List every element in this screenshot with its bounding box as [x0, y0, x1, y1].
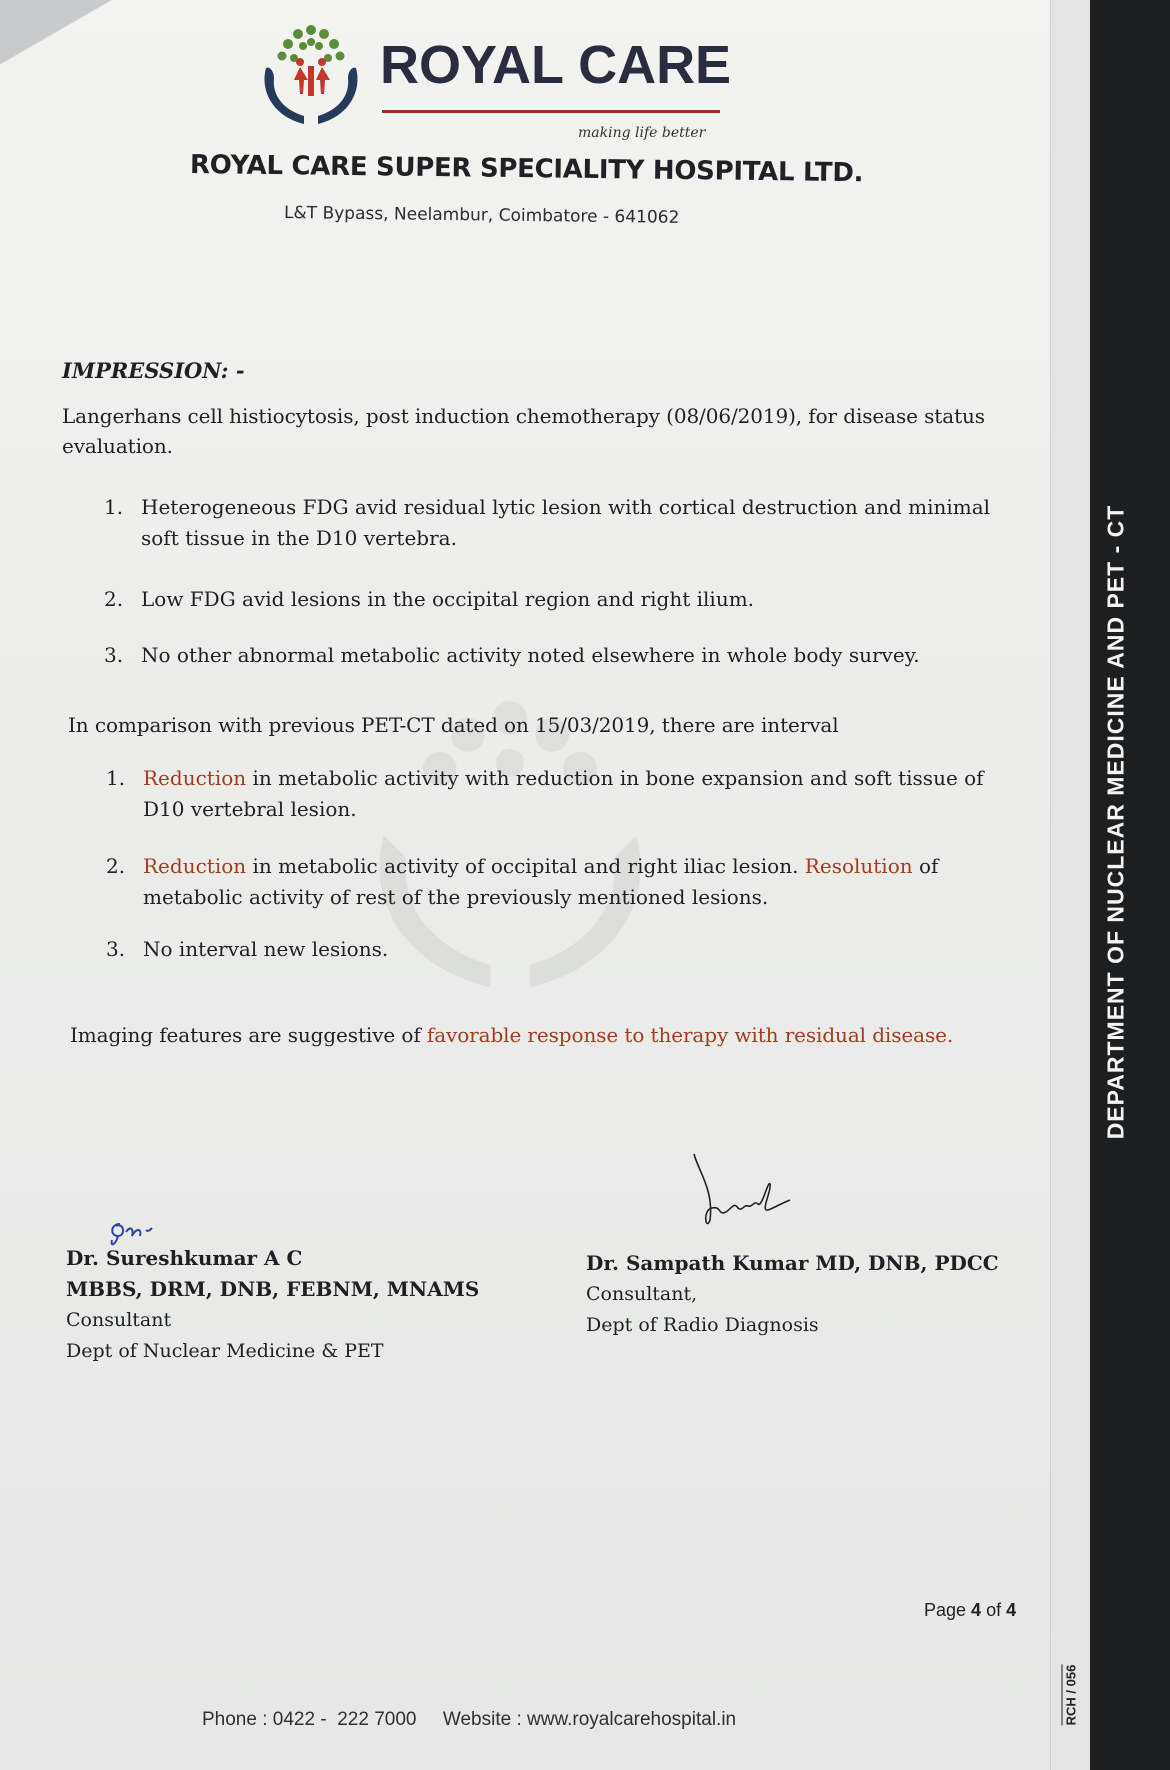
- website-url: www.royalcarehospital.in: [527, 1709, 737, 1730]
- finding-text: No other abnormal metabolic activity noted elsewhere in whole body survey.: [141, 643, 920, 667]
- page-current: 4: [971, 1600, 982, 1620]
- comparison-intro: In comparison with previous PET-CT dated on 15/03/2019, there are interval: [68, 713, 839, 737]
- comparison-number: 3.: [106, 937, 126, 961]
- comparison-body: in metabolic activity of occipital and right iliac lesion.: [246, 854, 805, 878]
- tree-hands-logo-icon: [258, 20, 364, 134]
- right-signatory-name: Dr. Sampath Kumar MD, DNB, PDCC: [586, 1251, 999, 1275]
- form-code: RCH / 056: [1063, 1664, 1079, 1726]
- left-signatory-dept: Dept of Nuclear Medicine & PET: [66, 1340, 384, 1362]
- comparison-text: No interval new lesions.: [143, 937, 389, 961]
- left-signatory-role: Consultant: [66, 1309, 172, 1331]
- finding-number: 2.: [104, 587, 124, 611]
- page-fold-shadow: [0, 0, 120, 90]
- finding-number: 1.: [104, 495, 124, 519]
- impression-intro: Langerhans cell histiocytosis, post induction chemotherapy (08/06/2019), for disease status evaluation.: [62, 404, 985, 458]
- right-signature-icon: [688, 1150, 808, 1230]
- left-signatory: [66, 1243, 479, 1367]
- conclusion-prefix: Imaging features are suggestive of: [70, 1023, 427, 1047]
- conclusion-highlight: favorable response to therapy with residual disease.: [426, 1023, 954, 1047]
- right-signatory-dept: Dept of Radio Diagnosis: [586, 1314, 819, 1336]
- left-signatory-qualifications: MBBS, DRM, DNB, FEBNM, MNAMS: [66, 1277, 480, 1301]
- page-number: [924, 1600, 1016, 1621]
- sidebar-strip: [1050, 0, 1091, 1770]
- brand-underline: [382, 110, 720, 113]
- impression-heading: IMPRESSION: -: [62, 358, 245, 383]
- website-label: Website :: [442, 1709, 528, 1730]
- department-label: DEPARTMENT OF NUCLEAR MEDICINE AND PET - CT: [1102, 504, 1129, 1140]
- brand-tagline: making life better: [578, 125, 706, 141]
- comparison-number: 1.: [106, 766, 126, 790]
- hospital-name: ROYAL CARE SUPER SPECIALITY HOSPITAL LTD.: [189, 150, 864, 189]
- comparison-text: [143, 851, 1033, 913]
- brand-name: ROYAL CARE: [380, 35, 732, 95]
- right-signatory-role: Consultant,: [586, 1283, 698, 1305]
- finding-number: 3.: [104, 643, 124, 667]
- phone-label: Phone :: [202, 1709, 273, 1730]
- highlight-text: Resolution: [804, 854, 913, 878]
- page-prefix: Page: [924, 1600, 972, 1620]
- highlight-text: Reduction: [143, 854, 247, 878]
- comparison-body: in metabolic activity with reduction in bone expansion and soft tissue of D10 vertebral lesion.: [143, 766, 984, 821]
- left-signatory-name: Dr. Sureshkumar A C: [66, 1246, 303, 1270]
- finding-text: Low FDG avid lesions in the occipital region and right ilium.: [141, 587, 755, 611]
- page-of: of: [981, 1600, 1007, 1620]
- hospital-address: L&T Bypass, Neelambur, Coimbatore - 641062: [283, 203, 680, 228]
- finding-text: Heterogeneous FDG avid residual lytic lesion with cortical destruction and minimal soft tissue in the D10 vertebra.: [141, 495, 991, 550]
- comparison-number: 2.: [106, 854, 126, 878]
- footer-contact: [202, 1709, 736, 1731]
- conclusion: [70, 1020, 990, 1050]
- phone-number: 0422 - 222 7000: [272, 1709, 417, 1730]
- comparison-text: [143, 763, 993, 825]
- right-signatory: [586, 1248, 999, 1341]
- page-total: 4: [1006, 1600, 1017, 1620]
- highlight-text: Reduction: [143, 766, 247, 790]
- comparison-body: of metabolic activity of rest of the previously mentioned lesions.: [143, 854, 939, 909]
